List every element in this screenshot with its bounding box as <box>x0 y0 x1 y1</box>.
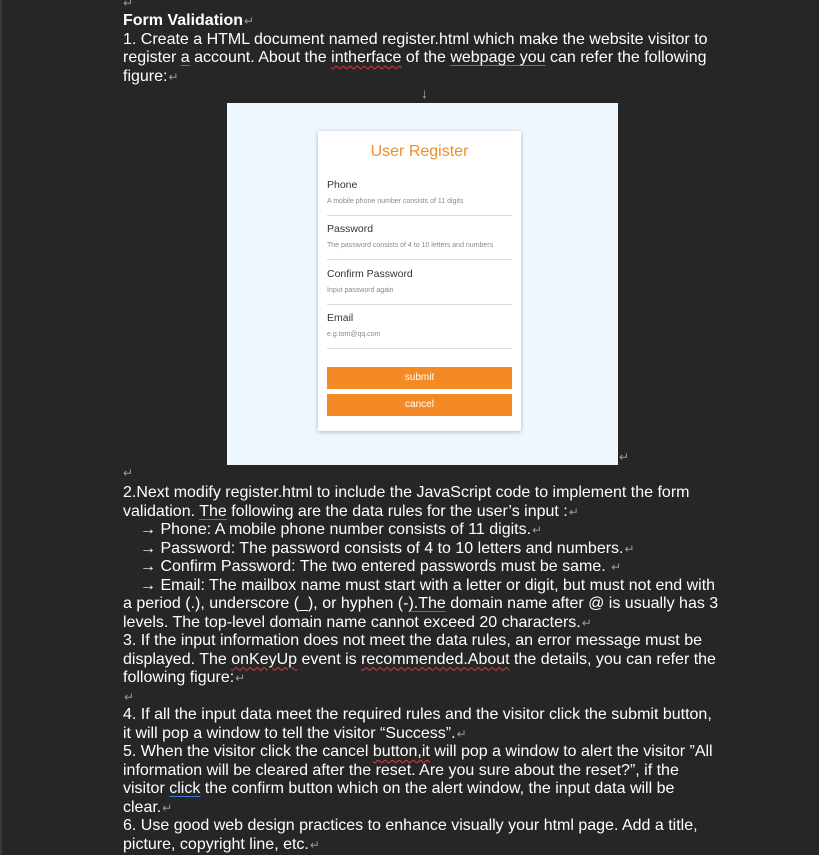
heading[interactable] <box>123 12 723 31</box>
phone-hint: A mobile phone number consists of 11 digits <box>327 198 464 205</box>
paragraph-mark: ↵ <box>168 69 179 84</box>
grammar-mark: webpage you <box>450 49 546 66</box>
password-label: Password <box>327 223 374 235</box>
text-run: the details, you can refer the following figure: <box>123 650 716 686</box>
text-run: can refer the following figure: <box>123 49 707 85</box>
grammar-mark: click <box>169 780 201 797</box>
paragraph-mark: ↵ <box>123 466 134 480</box>
password-hint: The password consists of 4 to 10 letters and numbers <box>327 242 494 249</box>
spelling-mark: onKeyUp <box>231 650 298 668</box>
phone-label: Phone <box>327 179 358 191</box>
paragraph-mark: ↵ <box>581 615 592 630</box>
text-run: following are the data rules for the user’s input : <box>226 502 568 520</box>
submit-button: submit <box>327 367 512 389</box>
paragraph-mark: ↵ <box>162 800 173 815</box>
email-hint: e.g.tom@qq.com <box>327 331 381 338</box>
register-form-figure[interactable] <box>227 103 618 465</box>
text-run: account. About the <box>189 49 332 66</box>
text-run: of the <box>401 49 451 66</box>
email-label: Email <box>327 312 354 324</box>
email-field <box>327 312 512 349</box>
text-run: 1. Create a HTML document named register.html which make the website visitor to register <box>123 30 708 66</box>
text-run: → Email: The mailbox name must start with a letter or digit, but must not end with a period (.), underscore (_), or hyphen (- <box>123 576 716 612</box>
paragraph-1[interactable] <box>123 31 723 87</box>
document-part-2 <box>123 484 723 854</box>
text-run: → Phone: A mobile phone number consists of 11 digits. <box>140 521 532 538</box>
heading-text: Form Validation <box>123 12 244 29</box>
grammar-mark: a <box>180 49 190 66</box>
confirm-password-hint: Input password again <box>327 287 394 294</box>
text-run: → Confirm Password: The two entered passwords must be same. <box>140 558 611 575</box>
text-run: 6. Use good web design practices to enhance visually your html page. Add a title, picture, copyright line, etc. <box>123 817 698 853</box>
confirm-password-field <box>327 268 512 305</box>
form-title: User Register <box>370 143 469 160</box>
paragraph-mark: ↵ <box>309 837 320 852</box>
paragraph-4[interactable] <box>123 706 723 743</box>
text-run: 5. When the visitor click the cancel <box>123 743 373 760</box>
rule-phone[interactable] <box>123 521 723 540</box>
password-field <box>327 223 512 260</box>
paragraph-5[interactable] <box>123 743 723 817</box>
rule-email[interactable] <box>123 577 723 633</box>
text-run: the confirm button which on the alert window, the input data will be clear. <box>123 780 675 816</box>
rule-password[interactable] <box>123 540 723 559</box>
paragraph-mark: ↵ <box>456 726 467 741</box>
paragraph-mark: ↵ <box>124 689 135 704</box>
spelling-mark: button,it <box>372 743 430 760</box>
paragraph-mark: ↵ <box>235 671 246 685</box>
cancel-button: cancel <box>327 394 512 416</box>
phone-field <box>327 179 512 216</box>
text-run: event is <box>297 650 362 668</box>
paragraph-6[interactable] <box>123 817 723 854</box>
text-run: 4. If all the input data meet the required rules and the visitor click the submit button, it will pop a window to tell the visitor “Success”. <box>123 706 712 742</box>
text-run: domain name after @ is usually has 3 levels. The top-level domain name cannot exceed 20 characters. <box>123 595 719 631</box>
grammar-mark: The <box>199 502 227 520</box>
spelling-mark: recommended.About <box>361 650 510 668</box>
document-part-1 <box>123 12 723 86</box>
text-run: 2.Next modify register.html to include the JavaScript code to implement the form validation. <box>123 484 690 520</box>
arrow-down-icon: ↓ <box>421 85 428 101</box>
text-run: 3. If the input information does not meet the data rules, an error message must be displayed. The <box>123 632 702 668</box>
paragraph-mark: ↵ <box>568 504 579 519</box>
text-run: will pop a window to alert the visitor ”All information will be cleared after the reset. Are you sure about the reset?”, if the visitor <box>123 743 713 797</box>
paragraph-mark: ↵ <box>624 541 635 556</box>
grammar-mark: ).The <box>408 595 446 612</box>
confirm-password-label: Confirm Password <box>327 268 413 280</box>
empty-paragraph[interactable] <box>123 688 723 707</box>
paragraph-mark: ↵ <box>123 0 134 10</box>
rule-confirm-password[interactable] <box>123 558 723 577</box>
spelling-mark: intherface <box>331 49 402 66</box>
paragraph-mark: ↵ <box>244 14 255 28</box>
paragraph-2[interactable] <box>123 484 723 521</box>
text-run: → Password: The password consists of 4 to 10 letters and numbers. <box>140 539 624 557</box>
page-edge <box>0 0 2 855</box>
register-card <box>318 131 521 431</box>
paragraph-mark: ↵ <box>619 450 630 464</box>
paragraph-mark: ↵ <box>532 523 543 537</box>
paragraph-3[interactable] <box>123 632 723 688</box>
paragraph-mark: ↵ <box>611 560 622 574</box>
